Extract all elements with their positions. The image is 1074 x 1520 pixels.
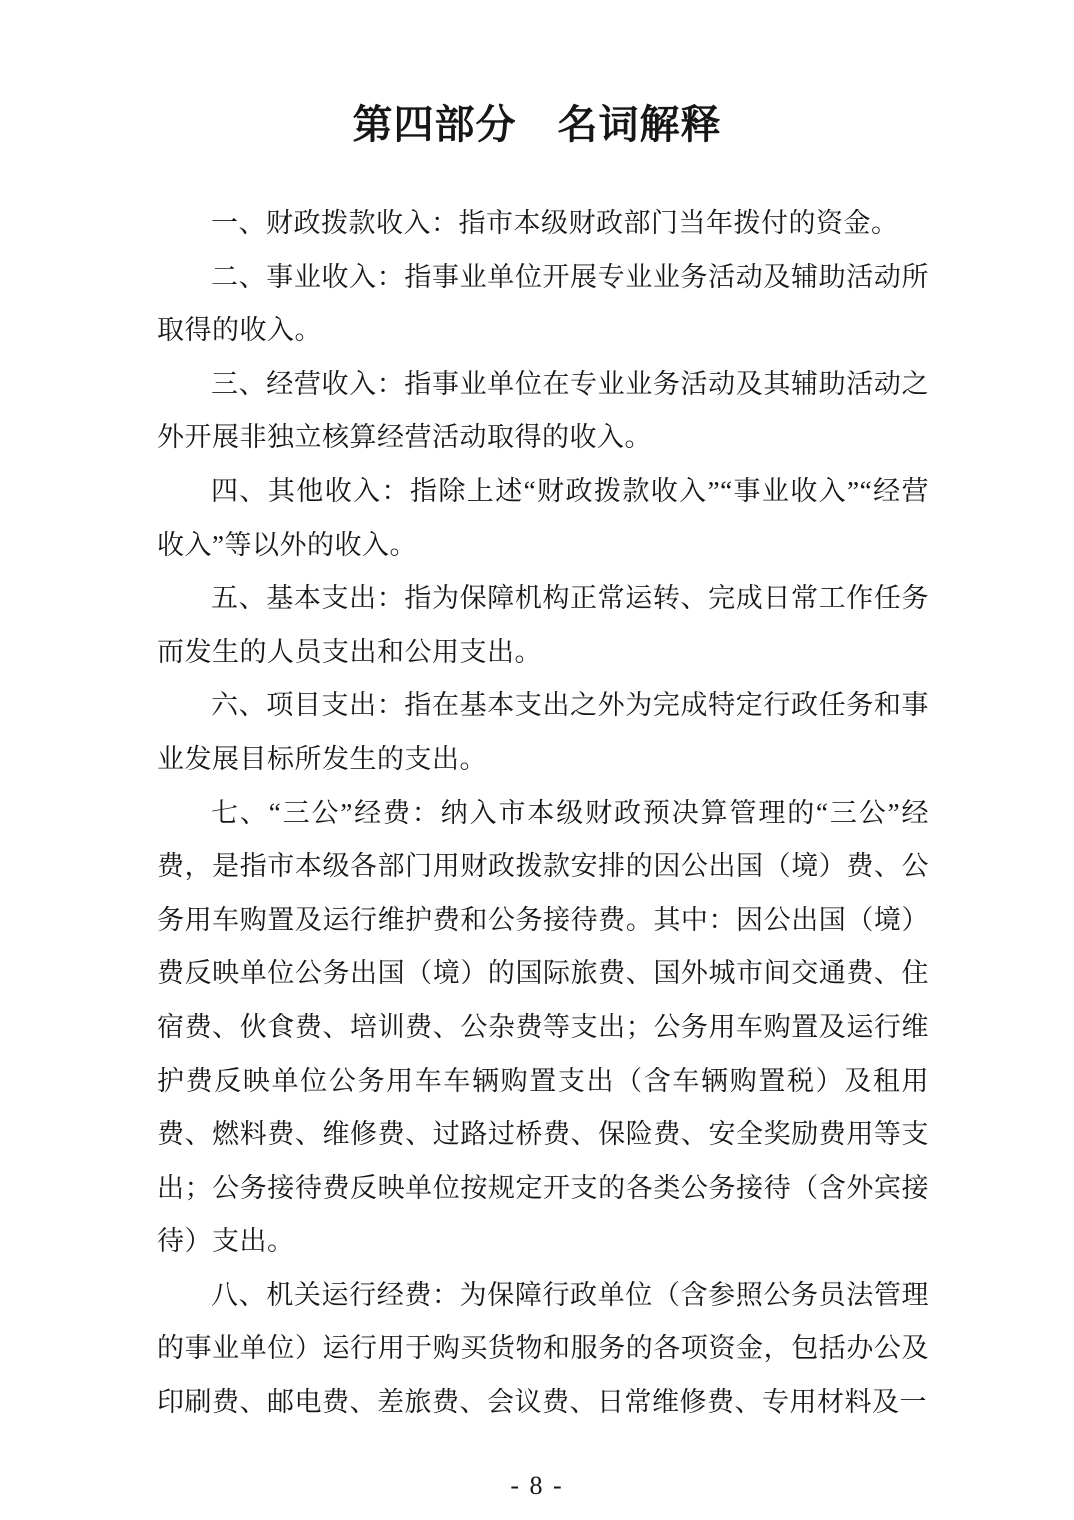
document-body	[157, 197, 929, 1430]
paragraph-agency-operating-funds: 八、机关运行经费：为保障行政单位（含参照公务员法管理的事业单位）运行用于购买货物和服务的各项资金，包括办公及印刷费、邮电费、差旅费、会议费、日常维修费、专用材料及一	[157, 1279, 929, 1418]
paragraph-basic-expenditure: 五、基本支出：指为保障机构正常运转、完成日常工作任务而发生的人员支出和公用支出。	[157, 583, 929, 667]
section-title: 第四部分 名词解释	[352, 103, 722, 147]
paragraph-operational-income: 二、事业收入：指事业单位开展专业业务活动及辅助活动所取得的收入。	[157, 261, 929, 346]
paragraph-business-income: 三、经营收入：指事业单位在专业业务活动及其辅助活动之外开展非独立核算经营活动取得的收入。	[157, 368, 929, 453]
page-number: - 8 -	[510, 1471, 564, 1500]
paragraph-other-income: 四、其他收入：指除上述“财政拨款收入”“事业收入”“经营收入”等以外的收入。	[157, 475, 929, 560]
paragraph-fiscal-appropriation-income: 一、财政拨款收入：指市本级财政部门当年拨付的资金。	[211, 208, 899, 238]
paragraph-three-public-funds: 七、“三公”经费：纳入市本级财政预决算管理的“三公”经费，是指市本级各部门用财政拨款安排的因公出国（境）费、公务用车购置及运行维护费和公务接待费。其中：因公出国（境）费反映单位公务出国（境）的国际旅费、国外城市间交通费、住宿费、伙食费、培训费、公杂费等支出；公务用车购置及运行维护费反映单位公务用车车辆购置支出（含车辆购置税）及租用费、燃料费、维修费、过路过桥费、保险费、安全奖励费用等支出；公务接待费反映单位按规定开支的各类公务接待（含外宾接待）支出。	[157, 797, 929, 1257]
paragraph-project-expenditure: 六、项目支出：指在基本支出之外为完成特定行政任务和事业发展目标所发生的支出。	[157, 690, 929, 774]
